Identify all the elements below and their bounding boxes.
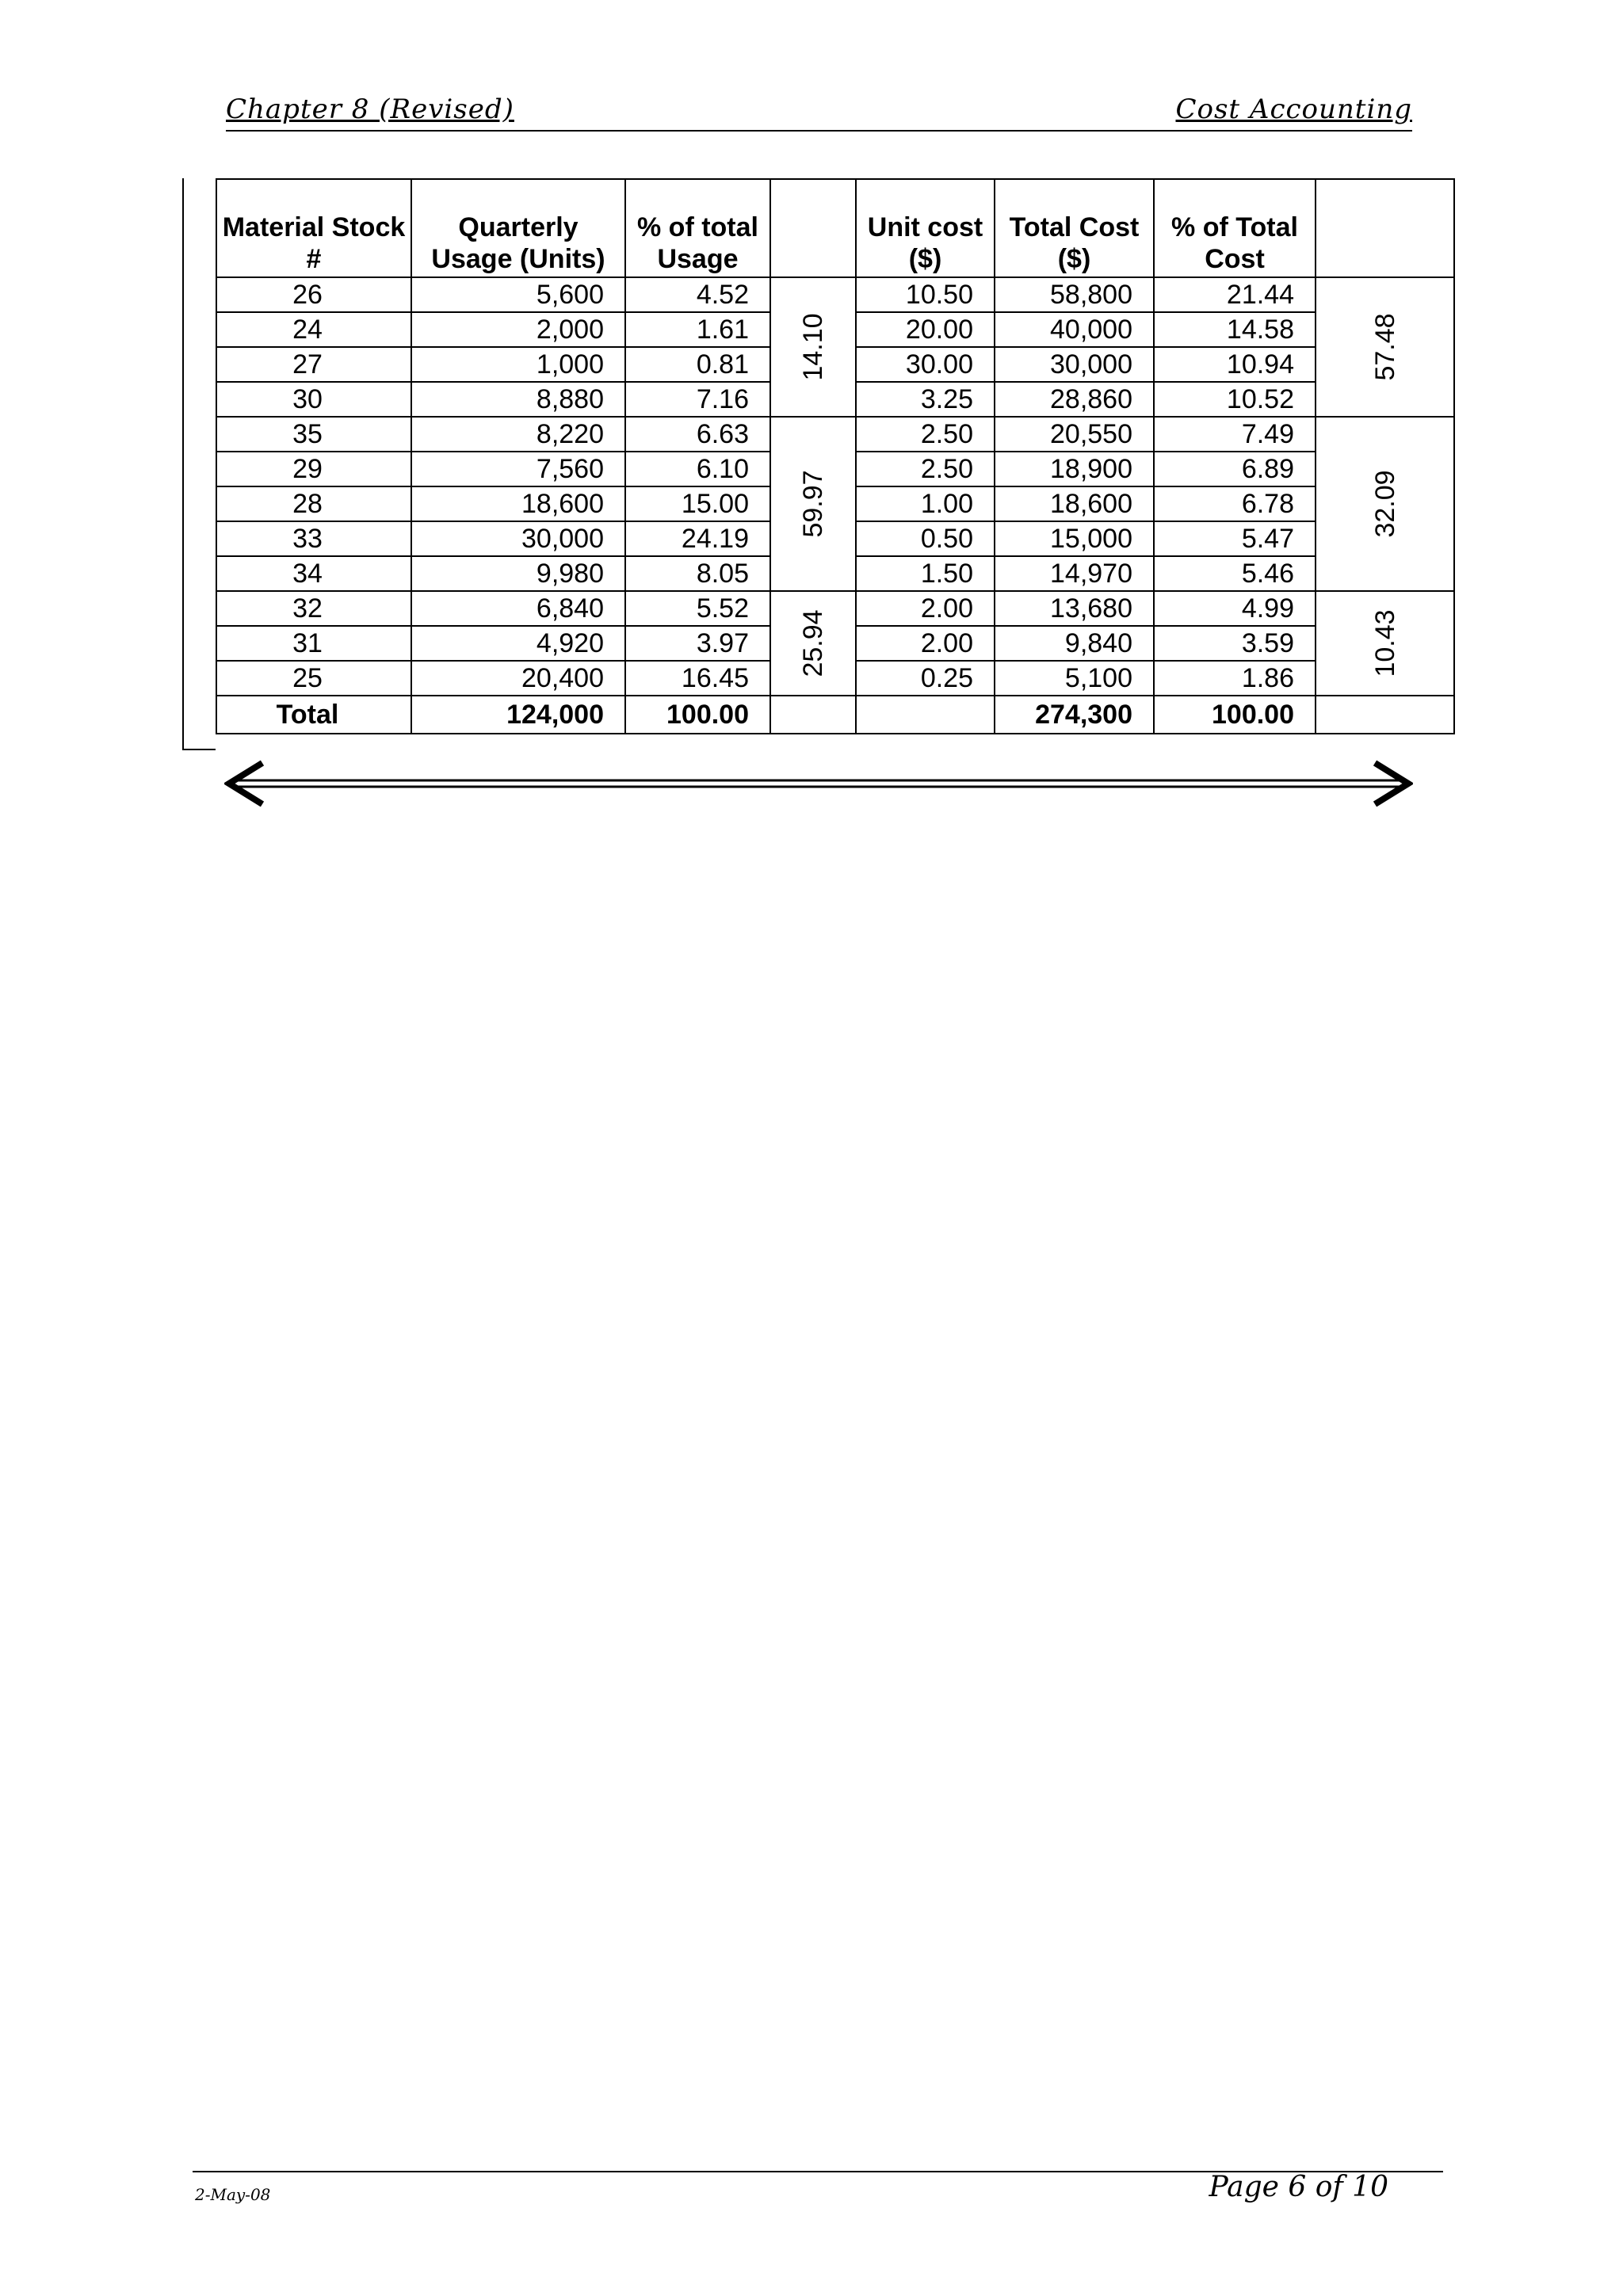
table-row: [216, 591, 1454, 626]
total-label: Total: [216, 696, 411, 734]
usage-cell: 20,400: [411, 661, 625, 696]
unit-cost-cell: 10.50: [856, 277, 995, 312]
total-cost-cell: 18,600: [995, 486, 1154, 521]
usage-cell: 5,600: [411, 277, 625, 312]
usage-group-label: 59.97: [798, 470, 828, 538]
usage-group-cell: [770, 277, 856, 417]
column-header: Total Cost ($): [995, 179, 1154, 277]
usage-cell: 6,840: [411, 591, 625, 626]
unit-cost-cell: 3.25: [856, 382, 995, 417]
cost-pct-cell: 5.46: [1154, 556, 1316, 591]
stock-cell: 32: [216, 591, 411, 626]
margin-bar-foot: [182, 749, 216, 750]
total-usage: 124,000: [411, 696, 625, 734]
unit-cost-cell: 2.00: [856, 591, 995, 626]
usage-pct-cell: 4.52: [625, 277, 770, 312]
total-row: [216, 696, 1454, 734]
stock-cell: 35: [216, 417, 411, 452]
stock-cell: 33: [216, 521, 411, 556]
stock-cell: 26: [216, 277, 411, 312]
table-row: [216, 417, 1454, 452]
usage-pct-cell: 24.19: [625, 521, 770, 556]
cost-group-label: 32.09: [1369, 470, 1400, 538]
empty-cell: [770, 696, 856, 734]
total-cost-cell: 40,000: [995, 312, 1154, 347]
cost-pct-cell: 14.58: [1154, 312, 1316, 347]
table-row: [216, 277, 1454, 312]
cost-pct-cell: 6.78: [1154, 486, 1316, 521]
usage-group-label: 14.10: [798, 313, 828, 381]
usage-pct-cell: 15.00: [625, 486, 770, 521]
total-cost-pct: 100.00: [1154, 696, 1316, 734]
usage-pct-cell: 7.16: [625, 382, 770, 417]
cost-pct-cell: 5.47: [1154, 521, 1316, 556]
cost-group-cell: [1316, 277, 1454, 417]
stock-cell: 34: [216, 556, 411, 591]
usage-pct-cell: 8.05: [625, 556, 770, 591]
usage-cell: 30,000: [411, 521, 625, 556]
total-cost-cell: 14,970: [995, 556, 1154, 591]
usage-pct-cell: 16.45: [625, 661, 770, 696]
column-header: [1316, 179, 1454, 277]
stock-cell: 29: [216, 452, 411, 486]
usage-pct-cell: 3.97: [625, 626, 770, 661]
double-headed-arrow: [224, 757, 1413, 812]
total-cost-cell: 18,900: [995, 452, 1154, 486]
usage-cell: 18,600: [411, 486, 625, 521]
cost-pct-cell: 10.94: [1154, 347, 1316, 382]
total-cost-cell: 30,000: [995, 347, 1154, 382]
footer-page-number: Page 6 of 10: [1209, 2171, 1388, 2203]
unit-cost-cell: 2.00: [856, 626, 995, 661]
stock-cell: 25: [216, 661, 411, 696]
unit-cost-cell: 30.00: [856, 347, 995, 382]
cost-pct-cell: 7.49: [1154, 417, 1316, 452]
cost-pct-cell: 21.44: [1154, 277, 1316, 312]
cost-pct-cell: 1.86: [1154, 661, 1316, 696]
usage-cell: 7,560: [411, 452, 625, 486]
unit-cost-cell: 20.00: [856, 312, 995, 347]
usage-pct-cell: 5.52: [625, 591, 770, 626]
total-cost-cell: 9,840: [995, 626, 1154, 661]
empty-cell: [1316, 696, 1454, 734]
usage-cell: 1,000: [411, 347, 625, 382]
total-cost-cell: 58,800: [995, 277, 1154, 312]
usage-cell: 9,980: [411, 556, 625, 591]
usage-cell: 4,920: [411, 626, 625, 661]
unit-cost-cell: 2.50: [856, 417, 995, 452]
column-header: % of Total Cost: [1154, 179, 1316, 277]
usage-cell: 8,880: [411, 382, 625, 417]
cost-pct-cell: 10.52: [1154, 382, 1316, 417]
column-header: % of total Usage: [625, 179, 770, 277]
cost-group-cell: [1316, 417, 1454, 591]
footer-date: 2-May-08: [195, 2185, 271, 2204]
total-cost-cell: 13,680: [995, 591, 1154, 626]
unit-cost-cell: 1.00: [856, 486, 995, 521]
table-header-row: [216, 179, 1454, 277]
empty-cell: [856, 696, 995, 734]
column-header: Quarterly Usage (Units): [411, 179, 625, 277]
cost-pct-cell: 6.89: [1154, 452, 1316, 486]
stock-cell: 24: [216, 312, 411, 347]
usage-cell: 8,220: [411, 417, 625, 452]
cost-group-label: 57.48: [1369, 313, 1400, 381]
usage-group-cell: [770, 591, 856, 696]
unit-cost-cell: 0.25: [856, 661, 995, 696]
abc-analysis-table: [216, 178, 1455, 734]
column-header: [770, 179, 856, 277]
stock-cell: 30: [216, 382, 411, 417]
cost-pct-cell: 3.59: [1154, 626, 1316, 661]
usage-pct-cell: 0.81: [625, 347, 770, 382]
usage-group-cell: [770, 417, 856, 591]
total-cost-cell: 28,860: [995, 382, 1154, 417]
cost-pct-cell: 4.99: [1154, 591, 1316, 626]
column-header: Material Stock #: [216, 179, 411, 277]
total-cost-cell: 15,000: [995, 521, 1154, 556]
usage-cell: 2,000: [411, 312, 625, 347]
unit-cost-cell: 2.50: [856, 452, 995, 486]
header-chapter: Chapter 8 (Revised): [226, 93, 514, 125]
usage-pct-cell: 6.63: [625, 417, 770, 452]
stock-cell: 28: [216, 486, 411, 521]
usage-group-label: 25.94: [798, 609, 828, 677]
total-cost-cell: 20,550: [995, 417, 1154, 452]
header-subject: Cost Accounting: [1175, 93, 1412, 125]
column-header: Unit cost ($): [856, 179, 995, 277]
usage-pct-cell: 6.10: [625, 452, 770, 486]
unit-cost-cell: 1.50: [856, 556, 995, 591]
cost-group-cell: [1316, 591, 1454, 696]
usage-pct-cell: 1.61: [625, 312, 770, 347]
total-usage-pct: 100.00: [625, 696, 770, 734]
header-rule: [226, 130, 1412, 132]
margin-bar: [182, 178, 184, 750]
cost-group-label: 10.43: [1369, 609, 1400, 677]
unit-cost-cell: 0.50: [856, 521, 995, 556]
total-cost: 274,300: [995, 696, 1154, 734]
stock-cell: 31: [216, 626, 411, 661]
total-cost-cell: 5,100: [995, 661, 1154, 696]
stock-cell: 27: [216, 347, 411, 382]
